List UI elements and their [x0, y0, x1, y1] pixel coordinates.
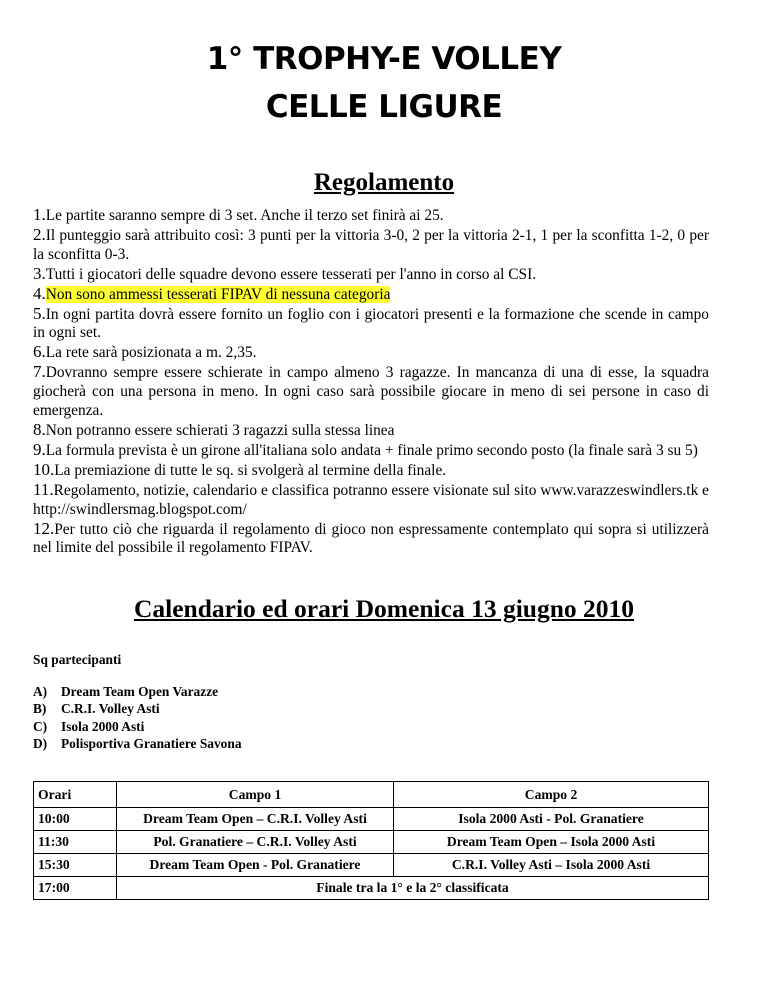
rule-text: Dovranno sempre essere schierate in campo almeno 3 ragazze. In mancanza di una di esse, la squadra giocherà con una persona in meno. In ogni caso sarà possibile giocare in meno di sei persone in caso di emergenza. — [33, 364, 709, 420]
team-item — [33, 735, 242, 752]
rule-item — [33, 481, 709, 520]
rule-item — [33, 305, 709, 344]
calendario-heading: Calendario ed orari Domenica 13 giugno 2010 — [133, 594, 635, 623]
rule-text: Non potranno essere schierati 3 ragazzi sulla stessa linea — [45, 421, 395, 439]
team-name: C.R.I. Volley Asti — [61, 701, 160, 717]
table-row — [34, 808, 709, 831]
rule-number: 2. — [33, 224, 46, 244]
match-cell-campo-2: C.R.I. Volley Asti – Isola 2000 Asti — [394, 854, 709, 877]
rule-text: La rete sarà posizionata a m. 2,35. — [45, 344, 257, 362]
rule-item — [33, 265, 709, 285]
rule-item — [33, 461, 709, 481]
rule-text: Tutti i giocatori delle squadre devono essere tesserati per l'anno in corso al CSI. — [45, 265, 537, 283]
team-name: Polisportiva Granatiere Savona — [61, 736, 242, 752]
rule-text: In ogni partita dovrà essere fornito un foglio con i giocatori presenti e la formazione che scende in campo in ogni set. — [33, 305, 709, 342]
team-name: Dream Team Open Varazze — [61, 684, 219, 699]
rule-text: Il punteggio sarà attribuito così: 3 punti per la vittoria 3-0, 2 per la vittoria 2-1, 1 per la sconfitta 1-2, 0 per la sconfitta 0-3. — [33, 226, 709, 263]
match-cell-campo-1: Dream Team Open - Pol. Granatiere — [117, 854, 394, 877]
final-match-cell: Finale tra la 1° e la 2° classificata — [117, 877, 709, 900]
table-header-row — [34, 782, 709, 808]
match-cell-campo-1: Dream Team Open – C.R.I. Volley Asti — [117, 808, 394, 831]
rule-item — [33, 285, 709, 305]
rule-text: La premiazione di tutte le sq. si svolgerà al termine della finale. — [54, 461, 447, 479]
rule-text: Le partite saranno sempre di 3 set. Anche il terzo set finirà ai 25. — [45, 207, 444, 224]
rule-text: La formula prevista è un girone all'italiana solo andata + finale primo secondo posto (la finale sarà 3 su 5) — [45, 441, 698, 459]
main-title-line-1: 1° TROPHY-E VOLLEY — [206, 41, 562, 77]
rule-number: 8. — [33, 419, 46, 439]
rule-item — [33, 441, 709, 461]
rule-item — [33, 520, 709, 559]
rule-item — [33, 226, 709, 265]
table-row — [34, 854, 709, 877]
rule-number: 10. — [33, 459, 55, 479]
regolamento-heading: Regolamento — [313, 169, 455, 196]
header-cell-campo-1: Campo 1 — [117, 782, 394, 808]
rule-number: 7. — [33, 362, 46, 382]
team-letter: C) — [33, 718, 48, 734]
rule-number: 11. — [33, 479, 54, 499]
match-cell-campo-2: Dream Team Open – Isola 2000 Asti — [394, 831, 709, 854]
team-letter: D) — [33, 736, 48, 752]
match-cell-campo-1: Pol. Granatiere – C.R.I. Volley Asti — [117, 831, 394, 854]
main-title-line-2: CELLE LIGURE — [265, 89, 503, 125]
team-letter: B) — [33, 701, 47, 717]
rule-text: Per tutto ciò che riguarda il regolamento di gioco non espressamente contemplato qui sopra si utilizzerà nel limite del possibile il regolamento FIPAV. — [33, 520, 709, 557]
rule-number: 4. — [33, 283, 46, 303]
rule-number: 12. — [33, 518, 55, 538]
header-cell-campo-2: Campo 2 — [394, 782, 709, 808]
time-cell: 11:30 — [34, 831, 117, 854]
rule-item — [33, 206, 709, 226]
rule-number: 6. — [33, 342, 46, 362]
rule-text: Regolamento, notizie, calendario e classifica potranno essere visionate sul sito www.varazzeswindlers.tk e http://swindlersmag.blogspot.com/ — [33, 481, 709, 518]
team-item — [33, 700, 242, 717]
rule-item — [33, 343, 709, 363]
table-row — [34, 831, 709, 854]
time-cell: 17:00 — [34, 877, 117, 900]
participants-title: Sq partecipanti — [33, 652, 122, 667]
schedule-table — [33, 781, 709, 900]
time-cell: 15:30 — [34, 854, 117, 877]
header-cell-orari: Orari — [34, 782, 117, 808]
team-letter: A) — [33, 684, 48, 699]
rule-number: 1. — [33, 205, 46, 224]
rule-item — [33, 363, 709, 421]
team-name: Isola 2000 Asti — [61, 718, 145, 734]
team-item — [33, 718, 242, 735]
rule-number: 3. — [33, 263, 46, 283]
match-cell-campo-2: Isola 2000 Asti - Pol. Granatiere — [394, 808, 709, 831]
time-cell: 10:00 — [34, 808, 117, 831]
team-item — [33, 683, 242, 700]
table-row-final — [34, 877, 709, 900]
rule-number: 5. — [33, 303, 46, 323]
rule-item — [33, 421, 709, 441]
rule-text-highlighted: Non sono ammessi tesserati FIPAV di nessuna categoria — [45, 285, 391, 303]
rule-number: 9. — [33, 439, 46, 459]
rules-list — [33, 206, 709, 558]
teams-list — [33, 683, 242, 753]
